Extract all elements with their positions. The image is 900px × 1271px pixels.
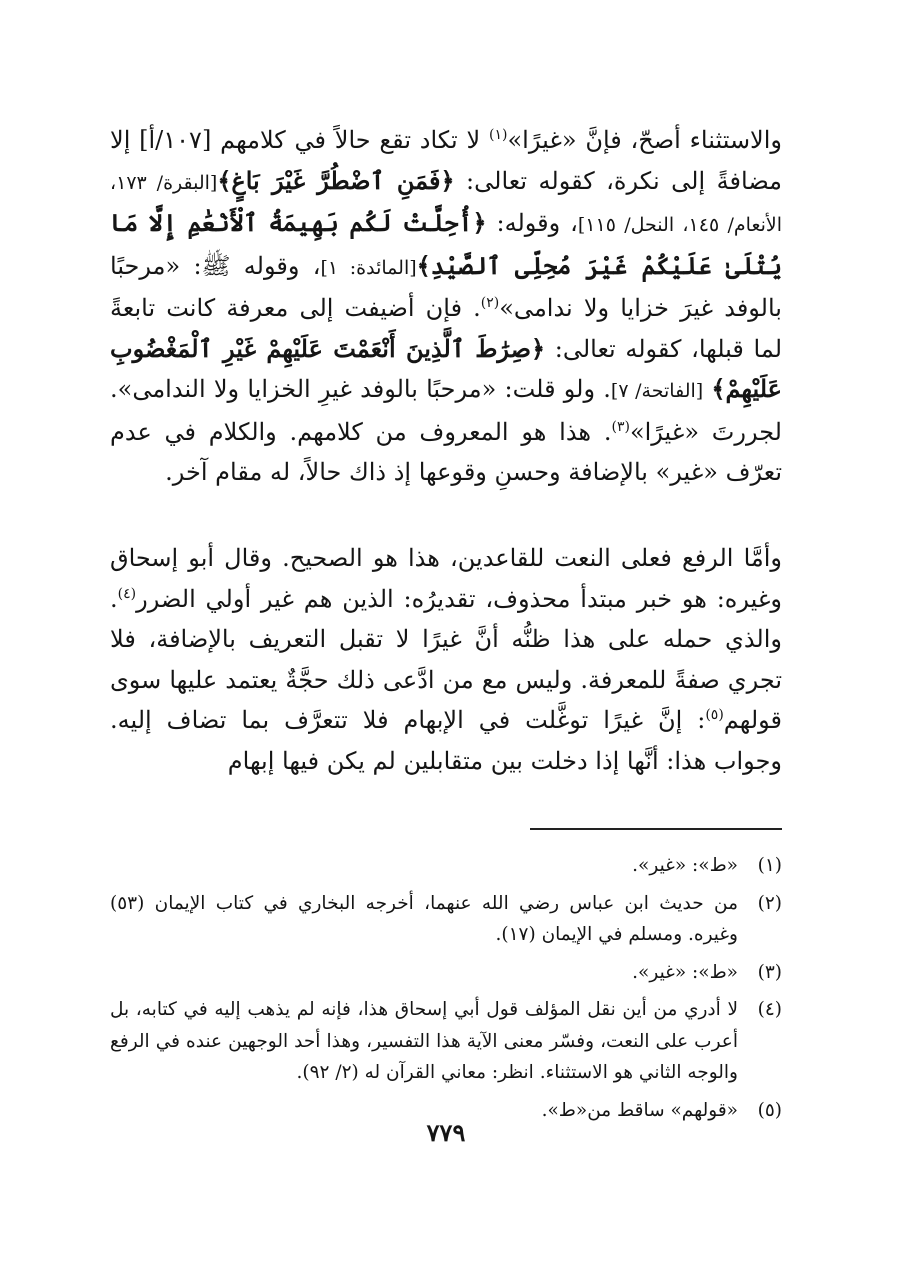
footnote-item	[110, 994, 782, 1089]
footnote-ref-1[interactable]: (١)	[489, 127, 508, 143]
page-number: ٧٧٩	[426, 1118, 466, 1147]
footnote-item	[110, 888, 782, 951]
text-segment: ، وقوله:	[486, 209, 578, 237]
quran-verse-3: ﴿صِرَٰطَ ٱلَّذِينَ أَنْعَمْتَ عَلَيْهِمْ غَيْرِ ٱلْمَغْضُوبِ عَلَيْهِمْ﴾	[110, 333, 782, 403]
footnote-number: (٣)	[757, 961, 782, 983]
footnote-ref-2[interactable]: (٢)	[480, 295, 500, 311]
footnote-item	[110, 850, 782, 882]
text-segment: : إنَّ غيرًا توغَّلت في الإبهام فلا تتعرَّف بما تضاف إليه. وجواب هذا: أنَّها إذا دخلت بين متقابلين لم يكن فيها إبهام	[110, 706, 782, 775]
footnote-number: (٥)	[757, 1099, 782, 1121]
footnotes-list	[110, 850, 782, 1132]
footnote-text: من حديث ابن عباس رضي الله عنهما، أخرجه البخاري في كتاب الإيمان (٥٣) وغيره. ومسلم في الإيمان (١٧).	[110, 892, 738, 945]
main-paragraph-2	[110, 538, 782, 781]
text-segment: ، وقوله ﷺ: «مرحبًا بالوفد غيرَ خزايا ولا ندامى»	[110, 251, 782, 322]
text-segment: . والذي حمله على هذا ظنُّه أنَّ غيرًا لا تقبل التعريف بالإضافة، فلا تجري صفةً للمعرفة. وليس مع من ادَّعى ذلك حجَّةٌ يعتمد عليها سوى قولهم	[110, 584, 782, 734]
verse-reference-2: [المائدة: ١]	[320, 256, 417, 279]
footnote-divider	[530, 828, 782, 830]
footnote-item	[110, 957, 782, 989]
text-segment: لا تكاد تقع حالاً في كلامهم [١٠٧/أ] إلا مضافةً إلى نكرة، كقوله تعالى:	[110, 126, 782, 195]
footnote-text: لا أدري من أين نقل المؤلف قول أبي إسحاق هذا، فإنه لم يذهب إليه في كتابه، بل أعرب على النعت، وفسّر معنى الآية هذا التفسير، وهذا أحد الوجهين عنده في الرفع والوجه الثاني هو الاستثناء. انظر: معاني القرآن له (٢/ ٩٢).	[110, 999, 738, 1083]
text-segment: . ولو قلت: «مرحبًا بالوفد غيرِ الخزايا ولا الندامى». لجررتَ «غيرًا»	[110, 375, 782, 446]
text-segment: . فإن أضيفت إلى معرفة كانت تابعةً لما قبلها، كقوله تعالى:	[110, 294, 783, 363]
book-page	[110, 110, 782, 1170]
text-segment: وأمَّا الرفع فعلى النعت للقاعدين، هذا هو الصحيح. وقال أبو إسحاق وغيره: هو خبر مبتدأ محذوف، تقديرُه: الذين هم غير أولي الضرر	[110, 544, 782, 613]
footnote-text: «قولهم» ساقط من«ط».	[541, 1099, 738, 1121]
verse-reference-3: [الفاتحة/ ٧]	[610, 380, 704, 402]
text-segment: . هذا هو المعروف من كلامهم. والكلام في عدم تعرّف «غير» بالإضافة وحسنِ وقوعها إذ ذاك حالاً، له مقام آخر.	[110, 417, 782, 486]
text-segment: والاستثناء أصحّ، فإنَّ «غيرًا»	[507, 126, 783, 154]
main-paragraph-1	[110, 120, 782, 493]
footnote-ref-5[interactable]: (٥)	[705, 707, 724, 723]
footnote-ref-3[interactable]: (٣)	[611, 418, 630, 435]
footnote-text: «ط»: «غير».	[632, 855, 738, 876]
footnote-number: (١)	[757, 855, 782, 876]
verse-reference-1: [البقرة/ ١٧٣، الأنعام/ ١٤٥، النحل/ ١١٥]	[110, 171, 783, 236]
footnote-number: (٤)	[757, 999, 782, 1020]
footnote-ref-4[interactable]: (٤)	[117, 585, 137, 602]
footnote-number: (٢)	[757, 892, 782, 914]
quran-verse-1: ﴿فَمَنِ ٱضْطُرَّ غَيْرَ بَاغٍ﴾	[217, 165, 455, 195]
quran-verse-2: ﴿أُحِلَّتْ لَكُم بَهِيمَةُ ٱلْأَنْعَٰمِ إِلَّا مَا يُتْلَىٰ عَلَيْكُمْ غَيْرَ مُحِلِّى ٱلصَّيْدِ﴾	[110, 208, 783, 280]
footnote-text: «ط»: «غير».	[632, 961, 738, 983]
